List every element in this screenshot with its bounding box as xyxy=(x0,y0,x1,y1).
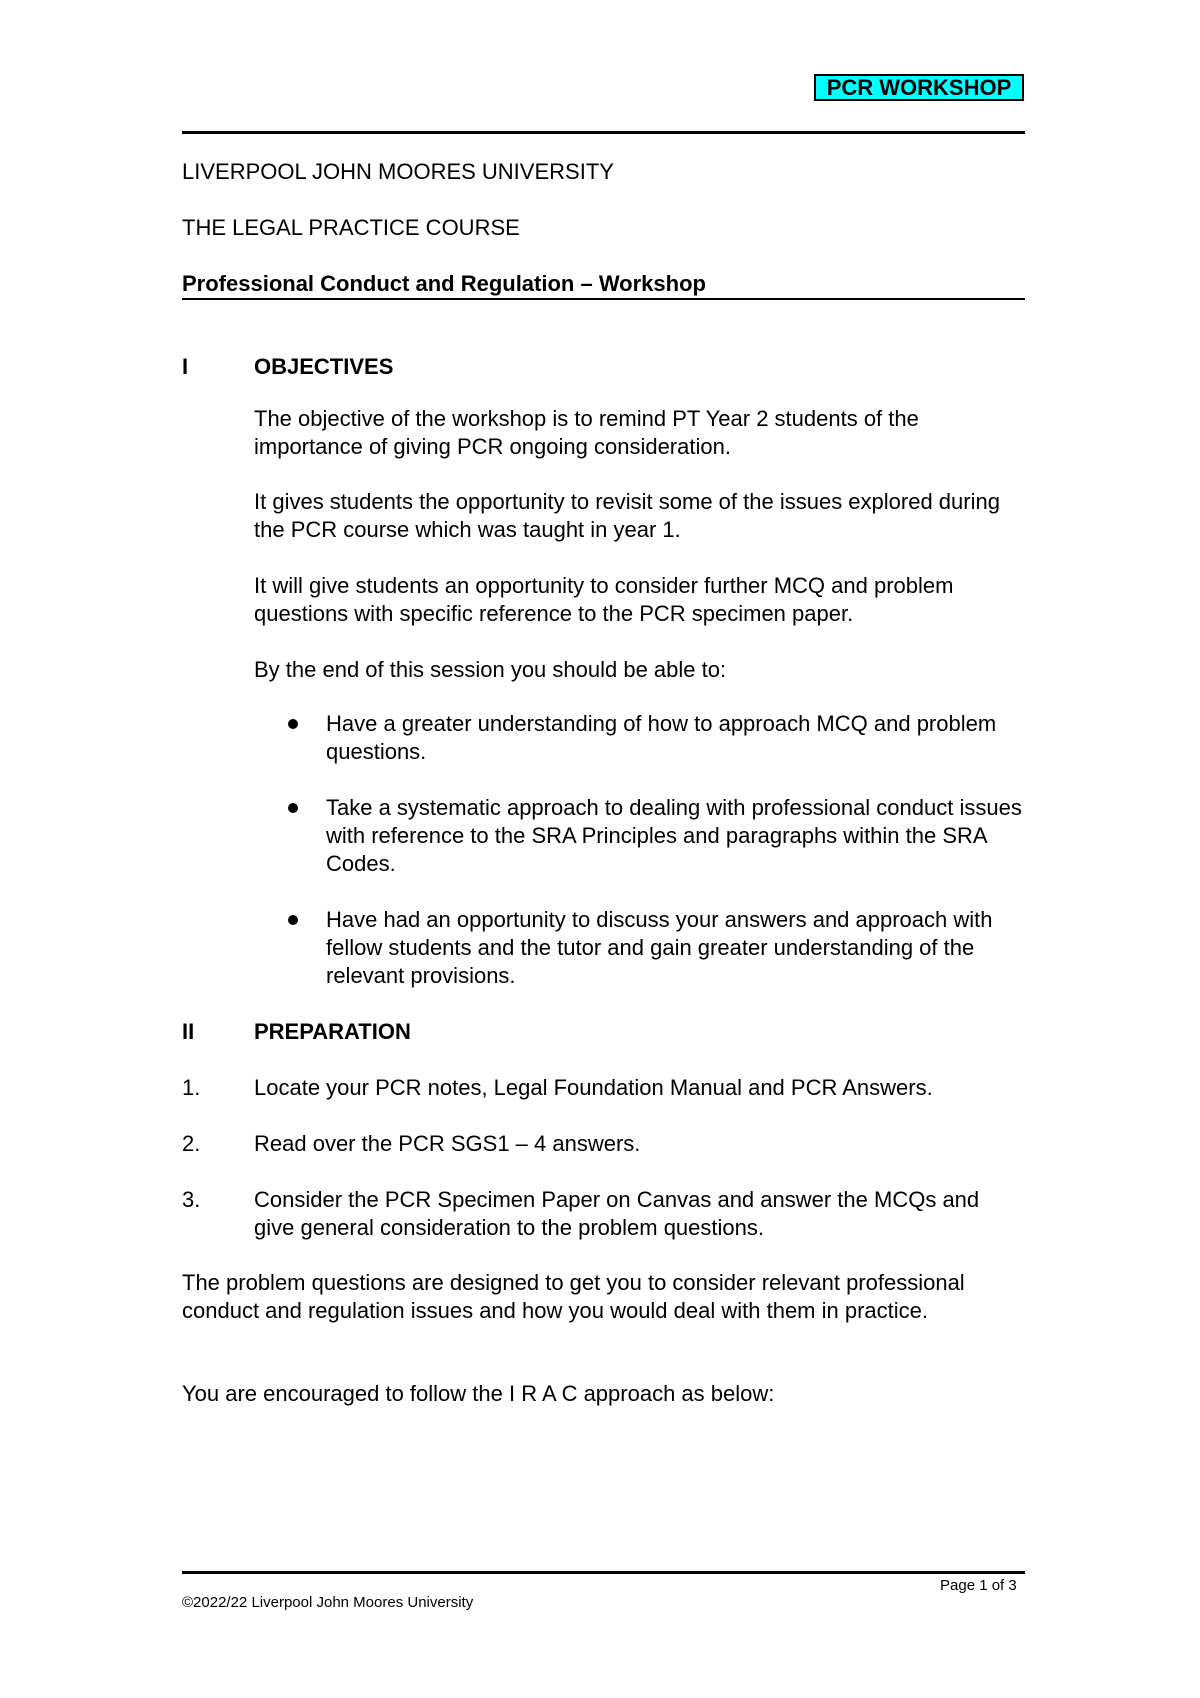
header-rule xyxy=(182,131,1025,134)
copyright: ©2022/22 Liverpool John Moores University xyxy=(182,1594,474,1611)
footer-rule xyxy=(182,1571,1025,1574)
preparation-number-3: 3. xyxy=(182,1187,201,1212)
objectives-paragraph-2: It gives students the opportunity to revisit some of the issues explored during the PCR course which was taught in year 1. xyxy=(254,489,1000,542)
closing-paragraph-2: You are encouraged to follow the I R A C approach as below: xyxy=(182,1381,775,1406)
section2-heading: PREPARATION xyxy=(254,1019,411,1044)
preparation-number-2: 2. xyxy=(182,1131,201,1156)
bullet-icon xyxy=(288,803,298,813)
module-title: Professional Conduct and Regulation – Workshop xyxy=(182,271,706,296)
page-number: Page 1 of 3 xyxy=(940,1577,1017,1594)
section2-numeral: II xyxy=(182,1019,195,1044)
bullet-icon xyxy=(288,915,298,925)
objectives-paragraph-3: It will give students an opportunity to consider further MCQ and problem questions with specific reference to the PCR specimen paper. xyxy=(254,573,954,626)
course-name: THE LEGAL PRACTICE COURSE xyxy=(182,215,520,240)
section1-numeral: I xyxy=(182,354,189,379)
preparation-item-1: Locate your PCR notes, Legal Foundation Manual and PCR Answers. xyxy=(254,1075,933,1100)
objective-bullet-1: Have a greater understanding of how to approach MCQ and problem questions. xyxy=(326,711,997,764)
header-tag: PCR WORKSHOP xyxy=(814,74,1024,101)
preparation-item-2: Read over the PCR SGS1 – 4 answers. xyxy=(254,1131,641,1156)
objective-bullet-2: Take a systematic approach to dealing with professional conduct issues with reference to the SRA Principles and paragraphs within the SRA Codes. xyxy=(326,795,1022,876)
preparation-number-1: 1. xyxy=(182,1075,201,1100)
objectives-paragraph-1: The objective of the workshop is to remind PT Year 2 students of the importance of giving PCR ongoing consideration. xyxy=(254,406,919,459)
bullet-icon xyxy=(288,719,298,729)
objectives-paragraph-4: By the end of this session you should be able to: xyxy=(254,657,727,682)
preparation-item-3: Consider the PCR Specimen Paper on Canvas and answer the MCQs and give general consideration to the problem questions. xyxy=(254,1187,980,1240)
title-underline xyxy=(182,298,1025,300)
objective-bullet-3: Have had an opportunity to discuss your answers and approach with fellow students and the tutor and gain greater understanding of the relevant provisions. xyxy=(326,907,993,988)
section1-heading: OBJECTIVES xyxy=(254,354,394,379)
university-name: LIVERPOOL JOHN MOORES UNIVERSITY xyxy=(182,159,614,184)
closing-paragraph-1: The problem questions are designed to get you to consider relevant professional conduct and regulation issues and how you would deal with them in practice. xyxy=(182,1270,965,1323)
